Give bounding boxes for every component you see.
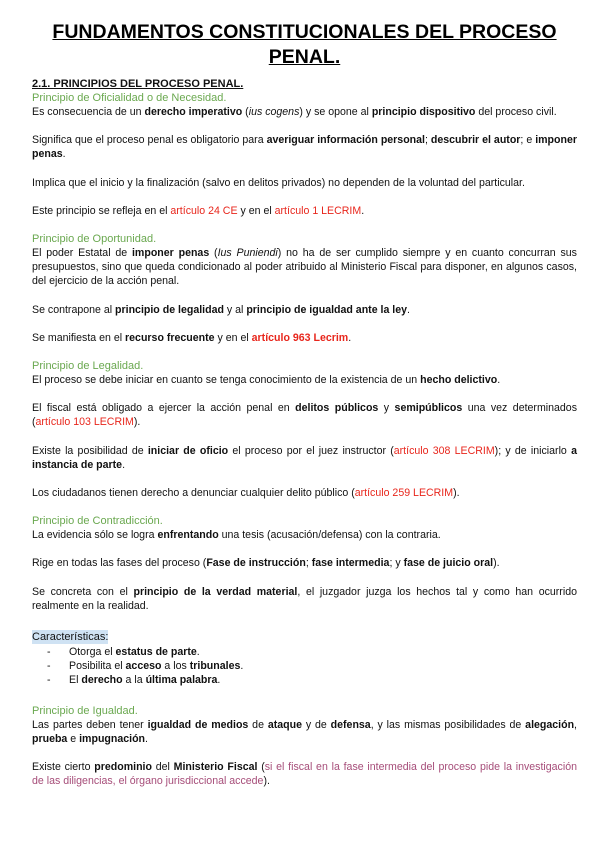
features-label: Características: bbox=[32, 631, 109, 644]
paragraph: Es consecuencia de un derecho imperativo (ius cogens) y se opone al principio dispositivo del proceso civil. bbox=[32, 106, 557, 118]
subheading-oficialidad: Principio de Oficialidad o de Necesidad. bbox=[32, 92, 227, 104]
paragraph: Se manifiesta en el recurso frecuente y en el artículo 963 Lecrim. bbox=[32, 331, 352, 344]
paragraph: Los ciudadanos tienen derecho a denunciar cualquier delito público (artículo 259 LECRIM). bbox=[32, 487, 460, 500]
law-reference: artículo 103 LECRIM bbox=[35, 416, 134, 429]
list-item: - Otorga el estatus de parte. bbox=[47, 645, 577, 659]
subheading-contradiccion: Principio de Contradicción. bbox=[32, 515, 163, 528]
list-item: - El derecho a la última palabra. bbox=[47, 673, 577, 687]
paragraph: Implica que el inicio y la finalización (salvo en delitos privados) no dependen de la voluntad del particular. bbox=[32, 176, 525, 189]
paragraph: El fiscal está obligado a ejercer la acción penal en delitos públicos y semipúblicos una vez determinados (artículo 103 LECRIM). bbox=[32, 402, 577, 429]
subheading-igualdad: Principio de Igualdad. bbox=[32, 704, 138, 717]
law-reference: artículo 963 Lecrim bbox=[251, 331, 349, 344]
paragraph: Este principio se refleja en el artículo 24 CE y en el artículo 1 LECRIM. bbox=[32, 204, 365, 217]
paragraph: Existe cierto predominio del Ministerio Fiscal (si el fiscal en la fase intermedia del proceso pide la investigación de las diligencias, el órgano jurisdiccional accede). bbox=[32, 761, 577, 788]
parenthetical-note: si el fiscal en la fase intermedia del proceso pide la investigación de las diligencias, el órgano jurisdiccional accede bbox=[32, 761, 577, 788]
list-item: - Posibilita el acceso a los tribunales. bbox=[47, 659, 577, 673]
law-reference: artículo 24 CE bbox=[170, 204, 238, 217]
paragraph: Existe la posibilidad de iniciar de oficio el proceso por el juez instructor (artículo 308 LECRIM); y de iniciarlo a instancia de parte. bbox=[32, 444, 577, 471]
page-title: FUNDAMENTOS CONSTITUCIONALES DEL PROCESO PENAL. bbox=[52, 21, 557, 68]
subheading-oportunidad: Principio de Oportunidad. bbox=[32, 233, 157, 246]
law-reference: artículo 308 LECRIM bbox=[393, 444, 495, 457]
features-list bbox=[32, 645, 577, 688]
law-reference: artículo 1 LECRIM bbox=[274, 204, 362, 217]
subheading-legalidad: Principio de Legalidad. bbox=[32, 360, 144, 373]
paragraph: El poder Estatal de imponer penas (Ius Puniendi) no ha de ser cumplido siempre y en cuanto concurran sus presupuestos, sino que queda condicionado al poder atribuido al Ministerio Fiscal para disponer, en algunos casos, del ejercicio de la acción penal. bbox=[32, 247, 577, 288]
paragraph: Rige en todas las fases del proceso (Fase de instrucción; fase intermedia; y fase de juicio oral). bbox=[32, 557, 500, 570]
paragraph: La evidencia sólo se logra enfrentando una tesis (acusación/defensa) con la contraria. bbox=[32, 529, 441, 542]
paragraph: El proceso se debe iniciar en cuanto se tenga conocimiento de la existencia de un hecho delictivo. bbox=[32, 374, 501, 387]
paragraph: Significa que el proceso penal es obligatorio para averiguar información personal; descubrir el autor; e imponer penas. bbox=[32, 134, 577, 161]
section-heading: 2.1. PRINCIPIOS DEL PROCESO PENAL. bbox=[32, 78, 244, 90]
paragraph: Se concreta con el principio de la verdad material, el juzgador juzga los hechos tal y como han ocurrido realmente en la realidad. bbox=[32, 585, 577, 612]
paragraph: Se contrapone al principio de legalidad y al principio de igualdad ante la ley. bbox=[32, 303, 410, 316]
paragraph: Las partes deben tener igualdad de medios de ataque y de defensa, y las mismas posibilidades de alegación, prueba e impugnación. bbox=[32, 718, 577, 745]
law-reference: artículo 259 LECRIM bbox=[354, 487, 454, 500]
